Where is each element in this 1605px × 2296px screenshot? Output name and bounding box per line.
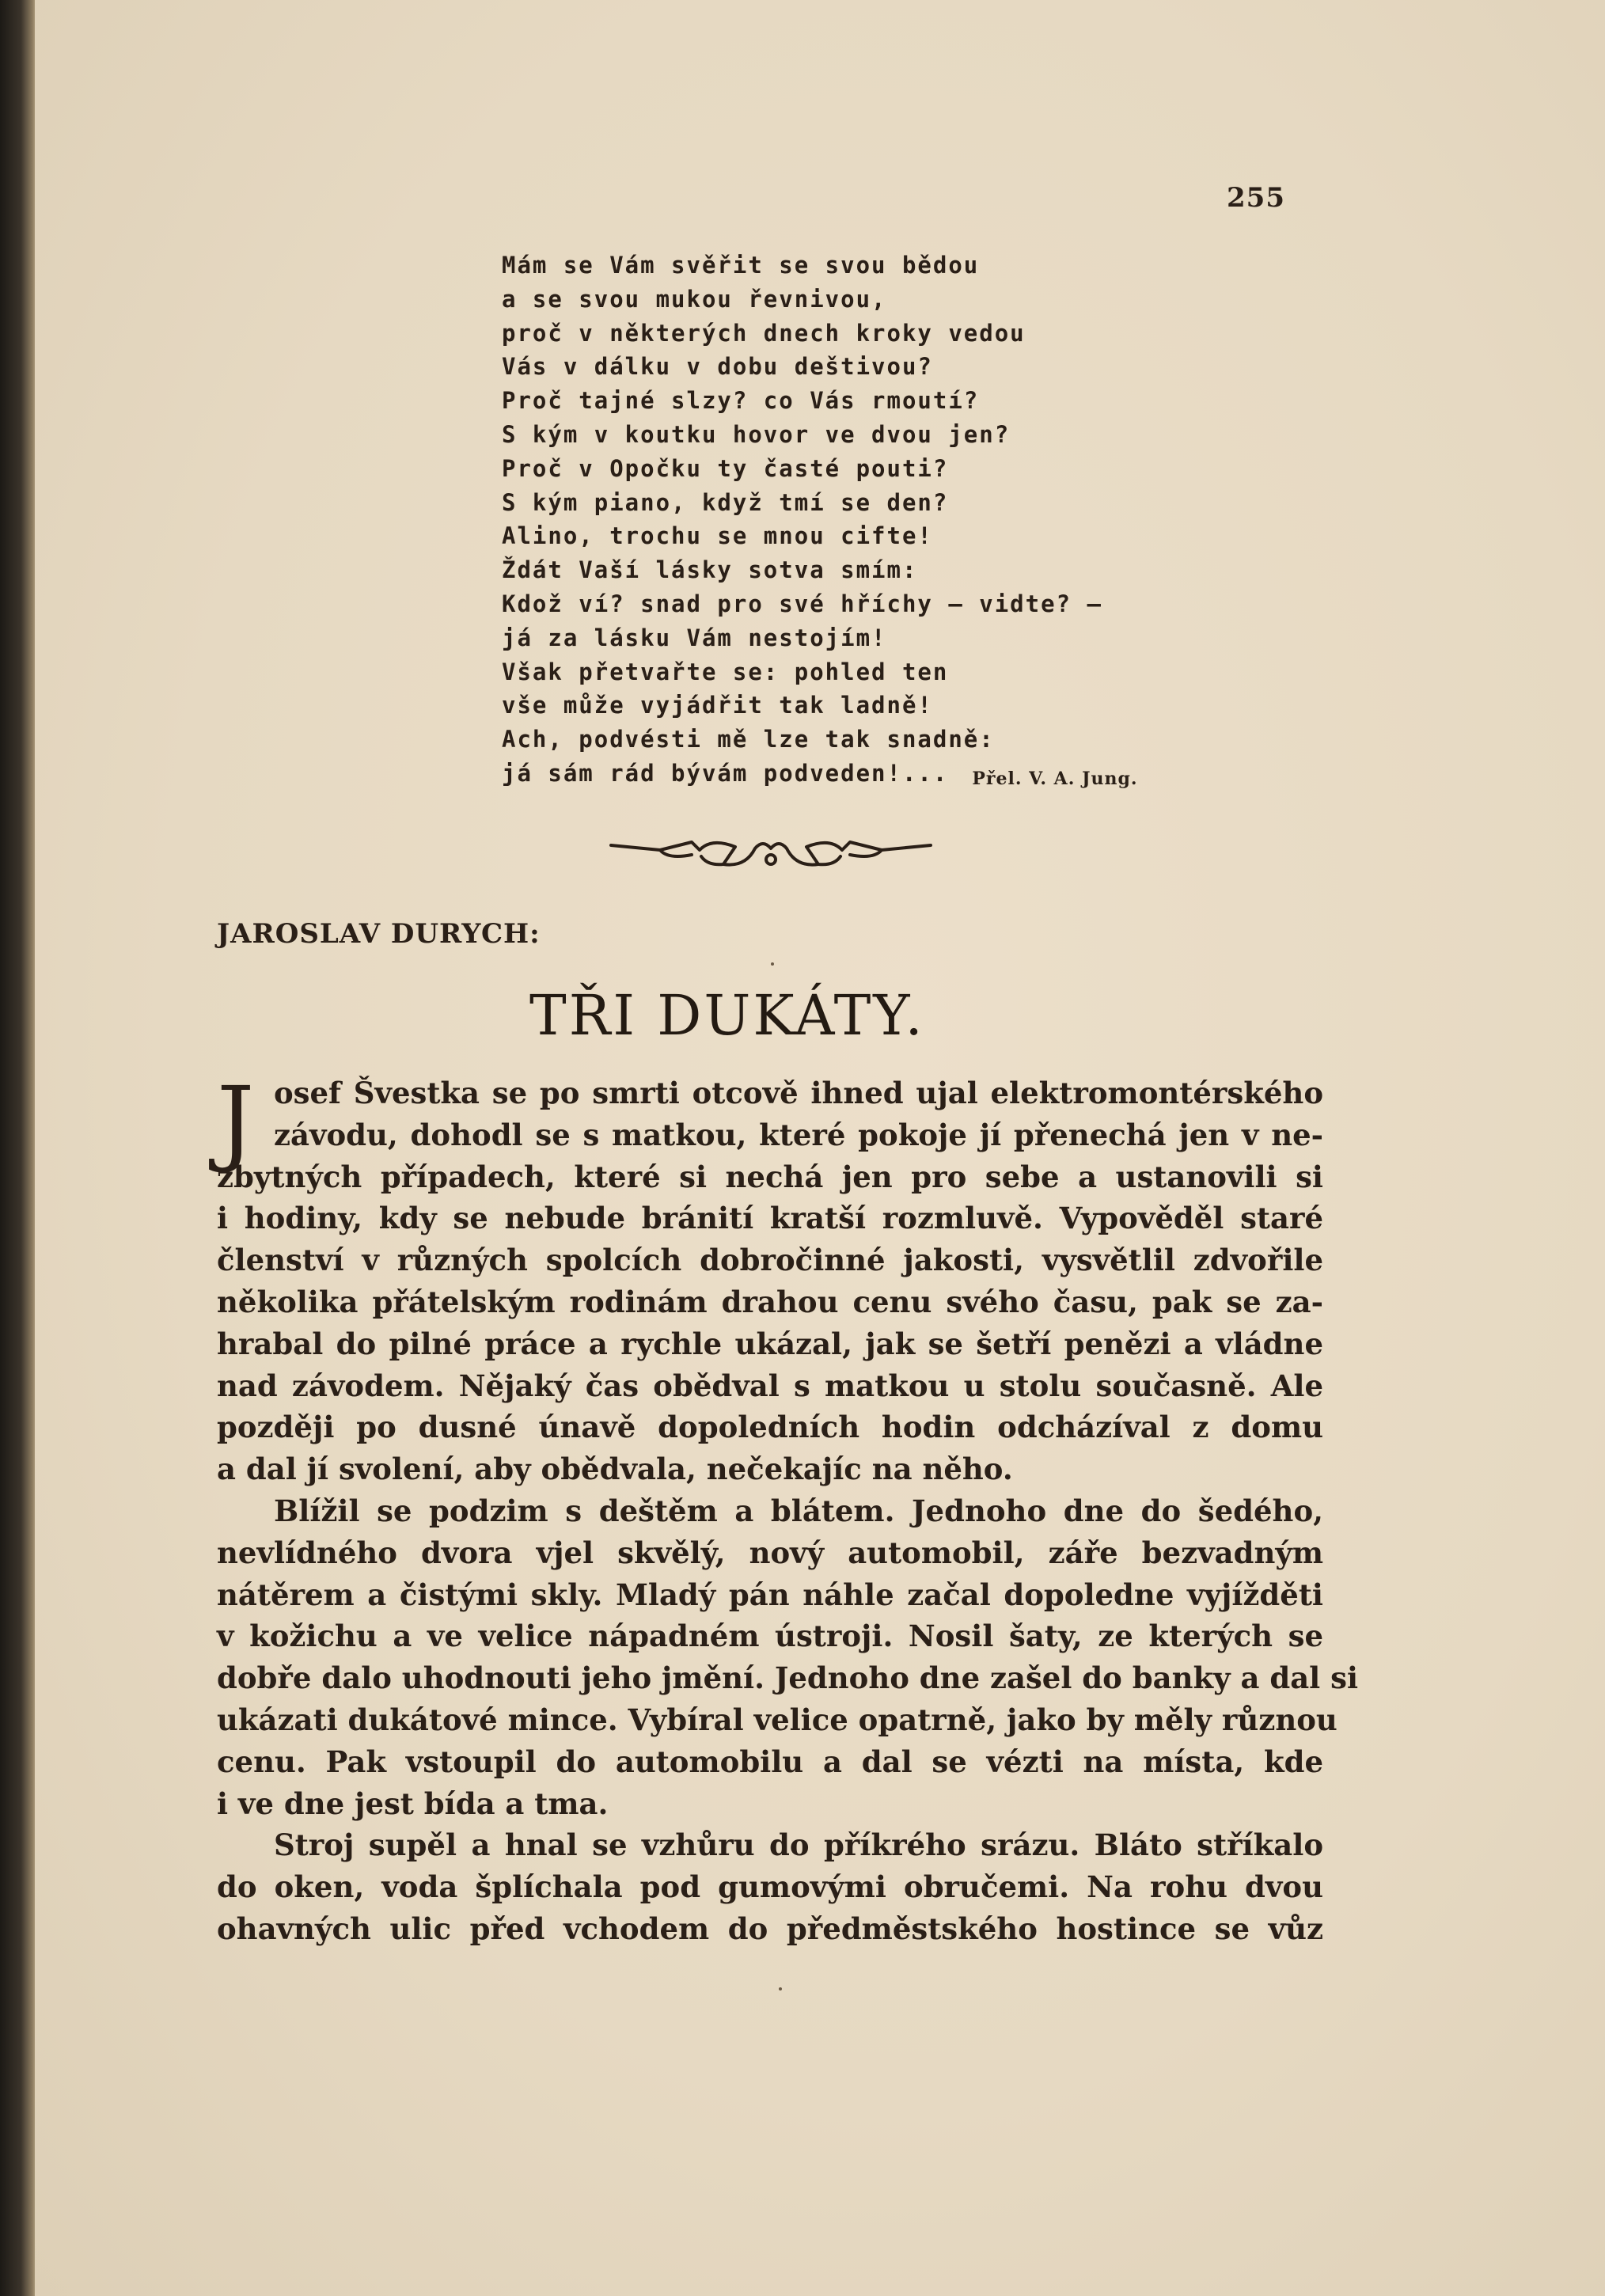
poem-line: proč v některých dnech kroky vedou <box>502 319 1026 347</box>
text-line: nad závodem. Nějaký čas obědval s matkou u stolu současně. Ale <box>217 1368 1323 1403</box>
poem-line-text: já sám rád bývám podveden!... <box>502 759 949 787</box>
text-line: i hodiny, kdy se nebude bránití kratší rozmluvě. Vypověděl staré <box>217 1201 1323 1236</box>
text-line: hrabal do pilné práce a rychle ukázal, jak se šetří penězi a vládne <box>217 1326 1323 1361</box>
text-line: zbytných případech, které si nechá jen pro sebe a ustanovili si <box>217 1159 1323 1194</box>
story-text <box>217 1066 1359 1950</box>
poem-line: a se svou mukou řevnivou, <box>502 285 887 313</box>
text-line: osef Švestka se po smrti otcově ihned ujal elektromontérského <box>274 1076 1323 1110</box>
text-line: i ve dne jest bída a tma. <box>217 1786 609 1821</box>
poem-line: vše může vyjádřit tak ladně! <box>502 692 933 719</box>
text-line: dobře dalo uhodnouti jeho jmění. Jednoho dne zašel do banky a dal si <box>217 1660 1359 1696</box>
text-line: cenu. Pak vstoupil do automobilu a dal se vézti na místa, kde <box>217 1744 1323 1779</box>
poem-line: Vás v dálku v dobu deštivou? <box>502 353 933 381</box>
poem-line: Alino, trochu se mnou cifte! <box>502 522 933 550</box>
poem-line: Kdož ví? snad pro své hříchy — vidte? — <box>502 590 1102 617</box>
poem-line: Ždát Vaší lásky sotva smím: <box>502 556 918 584</box>
poem-line: Ach, podvésti mě lze tak snadně: <box>502 726 995 753</box>
author-name: JAROSLAV DURYCH: <box>217 918 541 950</box>
text-line: později po dusné únavě dopoledních hodin odcházíval z domu <box>217 1410 1323 1445</box>
poem <box>502 249 1277 791</box>
text-line: v kožichu a ve velice nápadném ústroji. Nosil šaty, ze kterých se <box>217 1619 1323 1654</box>
poem-line: Však přetvařte se: pohled ten <box>502 658 949 685</box>
paper-speck <box>779 1987 782 1990</box>
poem-line: Mám se Vám svěřit se svou bědou <box>502 252 980 279</box>
text-line: a dal jí svolení, aby obědvala, nečekajíc na něho. <box>217 1452 1013 1487</box>
text-line: ukázati dukátové mince. Vybíral velice opatrně, jako by měly různou <box>217 1702 1338 1737</box>
text-line: nátěrem a čistými skly. Mladý pán náhle začal dopoledne vyjížděti <box>217 1577 1323 1612</box>
text-line: do oken, voda šplíchala pod gumovými obručemi. Na rohu dvou <box>217 1869 1323 1905</box>
poem-line-last <box>502 757 1277 791</box>
poem-line: S kým v koutku hovor ve dvou jen? <box>502 420 1011 448</box>
book-spine <box>0 0 38 2296</box>
text-line: několika přátelským rodinám drahou cenu svého času, pak se za- <box>217 1284 1323 1319</box>
paper-speck <box>771 962 774 966</box>
book-page <box>35 0 1605 2296</box>
text-line: Stroj supěl a hnal se vzhůru do příkrého srázu. Bláto stříkalo <box>274 1827 1323 1863</box>
poem-line: Proč v Opočku ty časté pouti? <box>502 454 949 482</box>
poem-line: já za lásku Vám nestojím! <box>502 624 887 651</box>
page-number: 255 <box>1227 182 1285 214</box>
translator-credit: Přel. V. A. Jung. <box>972 768 1138 789</box>
poem-line: S kým piano, když tmí se den? <box>502 488 949 516</box>
text-line: Blížil se podzim s deštěm a blátem. Jednoho dne do šedého, <box>274 1493 1323 1528</box>
text-line: nevlídného dvora vjel skvělý, nový automobil, záře bezvadným <box>217 1535 1323 1570</box>
ornament-icon <box>605 831 937 874</box>
text-line: závodu, dohodl se s matkou, které pokoje jí přenechá jen v ne- <box>274 1117 1323 1152</box>
poem-line: Proč tajné slzy? co Vás rmoutí? <box>502 387 980 415</box>
drop-cap: J <box>217 1066 255 1175</box>
text-line: členství v různých spolcích dobročinné jakosti, vysvětlil zdvořile <box>217 1243 1323 1278</box>
story-title: TŘI DUKÁTY. <box>529 983 925 1048</box>
text-line: ohavných ulic před vchodem do předměstského hostince se vůz <box>217 1911 1323 1946</box>
